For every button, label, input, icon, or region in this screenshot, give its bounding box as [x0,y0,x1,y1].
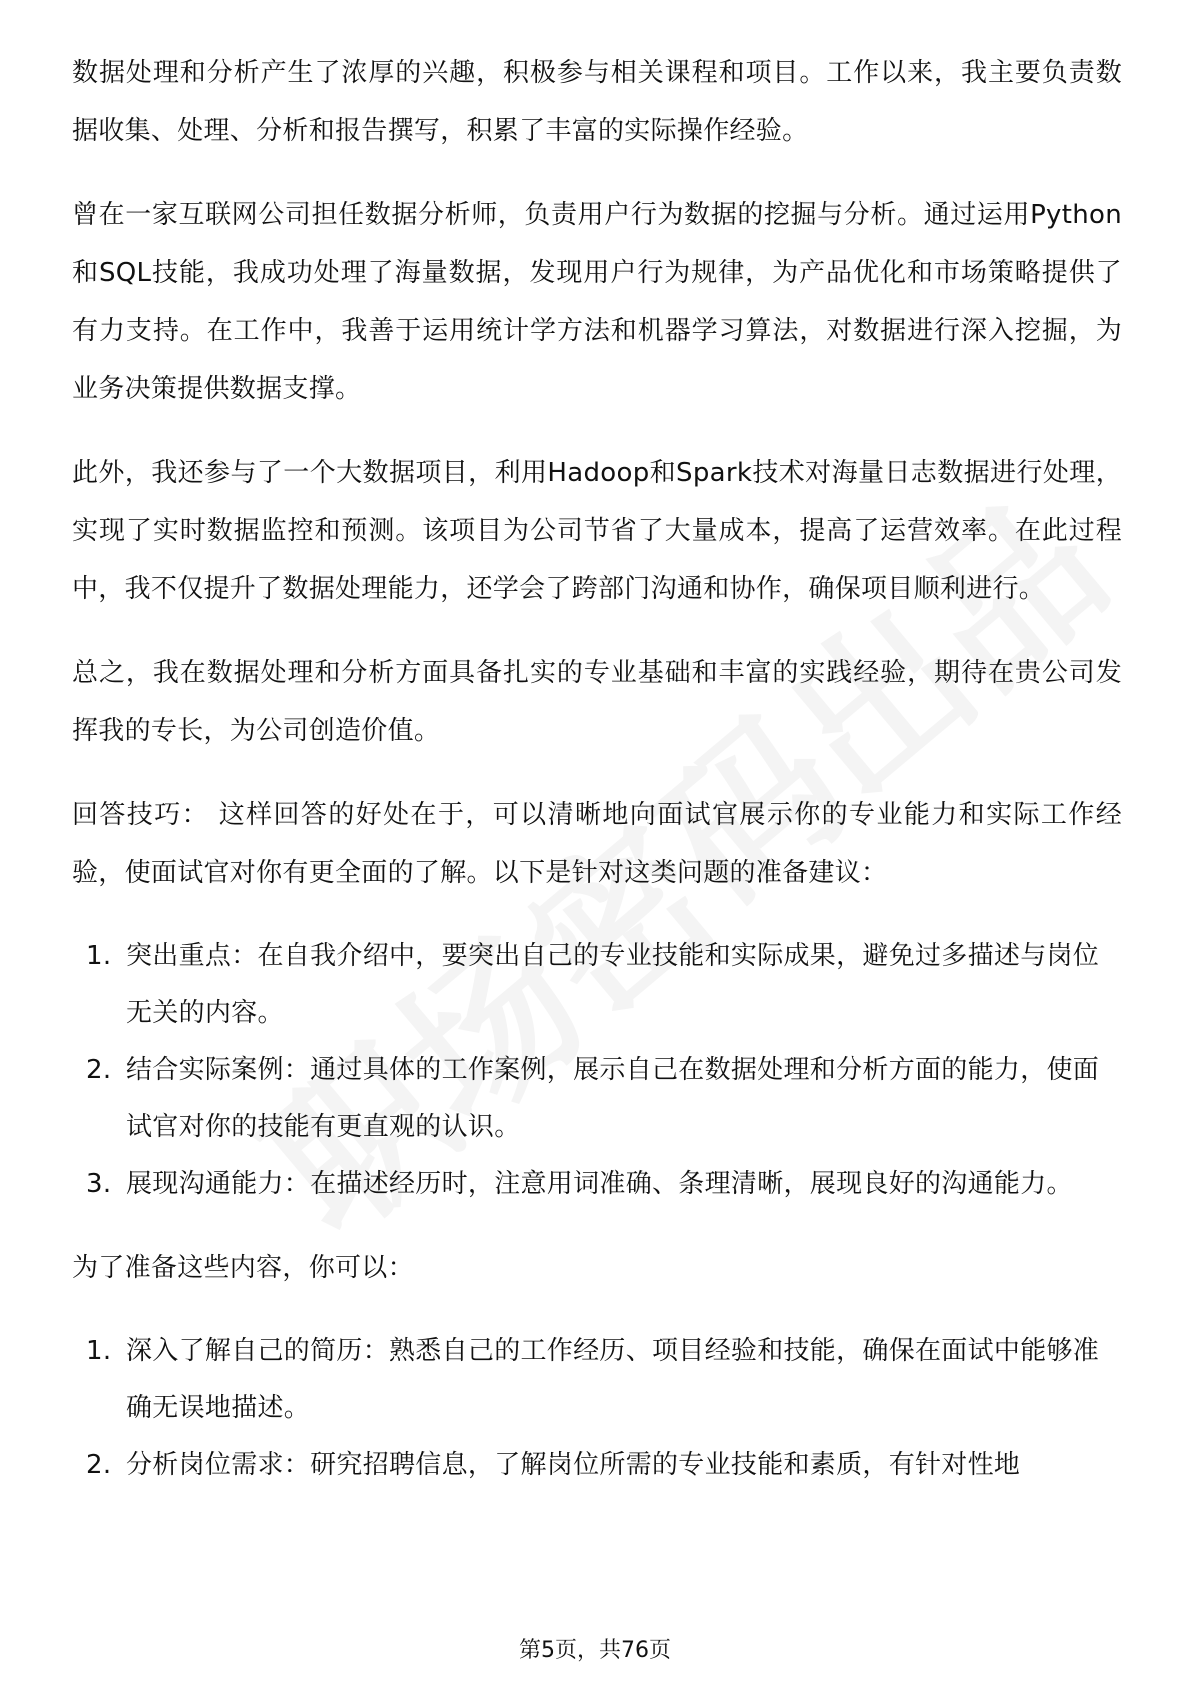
list-item [72,1042,1122,1156]
list-item-text: 分析岗位需求：研究招聘信息，了解岗位所需的专业技能和素质，有针对性地 [126,1450,1021,1480]
page-number-footer: 第5页，共76页 [519,1638,671,1663]
prep-list [72,1323,1122,1494]
list-number: 1. [86,941,112,971]
list-item-text: 突出重点：在自我介绍中，要突出自己的专业技能和实际成果，避免过多描述与岗位无关的内容。 [126,941,1100,1028]
list-item [72,1156,1122,1213]
paragraph-intro: 数据处理和分析产生了浓厚的兴趣，积极参与相关课程和项目。工作以来，我主要负责数据收集、处理、分析和报告撰写，积累了丰富的实际操作经验。 [72,58,1122,146]
list-item [72,928,1122,1042]
list-number: 2. [86,1055,112,1085]
document-body [72,44,1122,1520]
list-item [72,1323,1122,1437]
paragraph-summary: 总之，我在数据处理和分析方面具备扎实的专业基础和丰富的实践经验，期待在贵公司发挥我的专长，为公司创造价值。 [72,658,1122,746]
list-number: 3. [86,1169,112,1199]
paragraph-prep-intro: 为了准备这些内容，你可以： [72,1253,414,1283]
tips-list [72,928,1122,1213]
list-item-text: 结合实际案例：通过具体的工作案例，展示自己在数据处理和分析方面的能力，使面试官对你的技能有更直观的认识。 [126,1055,1100,1142]
paragraph-answer-tips: 回答技巧： 这样回答的好处在于，可以清晰地向面试官展示你的专业能力和实际工作经验，使面试官对你有更全面的了解。以下是针对这类问题的准备建议： [72,800,1122,888]
list-number: 1. [86,1336,112,1366]
paragraph-experience: 曾在一家互联网公司担任数据分析师，负责用户行为数据的挖掘与分析。通过运用Python和SQL技能，我成功处理了海量数据，发现用户行为规律，为产品优化和市场策略提供了有力支持。在工作中，我善于运用统计学方法和机器学习算法，对数据进行深入挖掘，为业务决策提供数据支撑。 [72,200,1122,404]
list-item-text: 展现沟通能力：在描述经历时，注意用词准确、条理清晰，展现良好的沟通能力。 [126,1169,1073,1199]
list-item [72,1437,1122,1494]
list-item-text: 深入了解自己的简历：熟悉自己的工作经历、项目经验和技能，确保在面试中能够准确无误地描述。 [126,1336,1100,1423]
list-number: 2. [86,1450,112,1480]
paragraph-project: 此外，我还参与了一个大数据项目，利用Hadoop和Spark技术对海量日志数据进行处理，实现了实时数据监控和预测。该项目为公司节省了大量成本，提高了运营效率。在此过程中，我不仅提升了数据处理能力，还学会了跨部门沟通和协作，确保项目顺利进行。 [72,458,1122,604]
